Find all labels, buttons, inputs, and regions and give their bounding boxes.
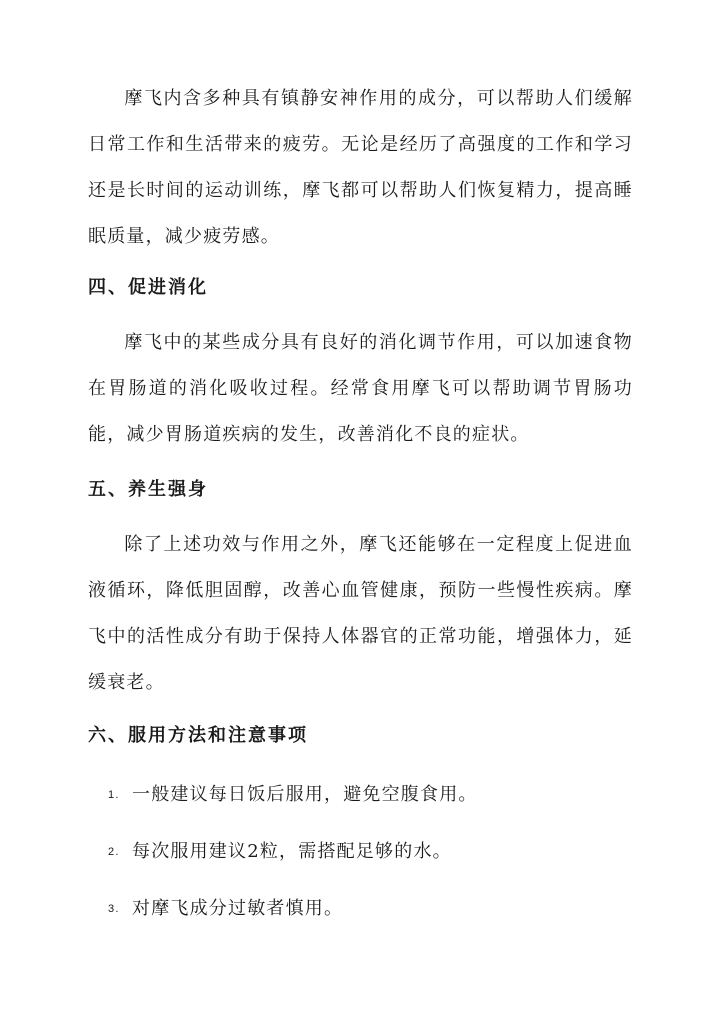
list-item-number: 3. [108,903,120,915]
section-6-heading: 六、服用方法和注意事项 [88,725,308,746]
intro-paragraph-text: 摩飞内含多种具有镇静安神作用的成分，可以帮助人们缓解日常工作和生活带来的疲劳。无论是经历了高强度的工作和学习还是长时间的运动训练，摩飞都可以帮助人们恢复精力，提高睡眠质量，减少疲劳感。 [88,88,633,247]
list-item-number: 1. [108,789,120,801]
intro-paragraph [88,76,633,260]
section-5-heading: 五、养生强身 [88,479,208,500]
section-4-paragraph [88,320,633,458]
list-item [108,783,478,807]
section-5-paragraph [88,522,633,706]
section-5-paragraph-text: 除了上述功效与作用之外，摩飞还能够在一定程度上促进血液循环，降低胆固醇，改善心血管健康，预防一些慢性疾病。摩飞中的活性成分有助于保持人体器官的正常功能，增强体力，延缓衰老。 [88,534,633,693]
list-item-text: 每次服用建议2粒，需搭配足够的水。 [132,841,452,862]
section-4-heading: 四、促进消化 [88,277,208,298]
list-item-text: 对摩飞成分过敏者慎用。 [132,898,344,919]
list-item [108,840,452,864]
list-item [108,897,343,921]
section-4-paragraph-text: 摩飞中的某些成分具有良好的消化调节作用，可以加速食物在胃肠道的消化吸收过程。经常食用摩飞可以帮助调节胃肠功能，减少胃肠道疾病的发生，改善消化不良的症状。 [88,332,633,445]
list-item-text: 一般建议每日饭后服用，避免空腹食用。 [132,784,478,805]
list-item-number: 2. [108,846,120,858]
